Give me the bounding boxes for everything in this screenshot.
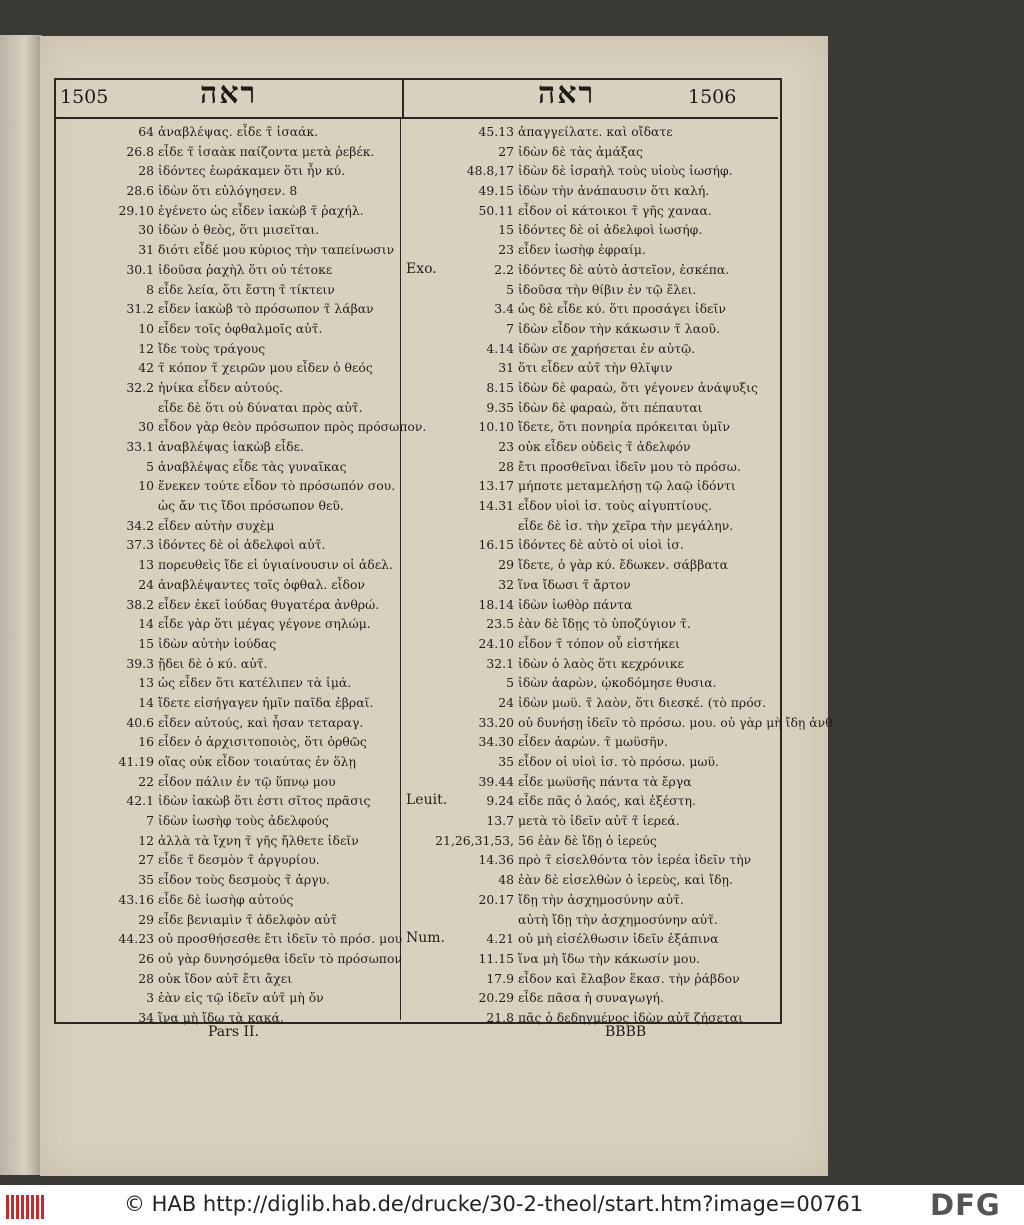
left-entry [60,457,398,477]
right-entry-ref: 5 [506,281,514,297]
left-entry-text: ἵνα μὴ ἴδω τὰ κακά. [158,1009,284,1025]
right-entry-ref: 48 [498,872,514,888]
right-entry-text: ἐὰν δὲ ἴδῃς τὸ ὑποζύγιον τ̃. [518,616,691,632]
right-entry-ref: 23 [498,242,514,258]
left-entry-ref: 12 [138,832,154,848]
right-entry [404,752,776,772]
left-entry-ref: 12 [138,340,154,356]
right-entry [404,713,837,733]
left-entry [60,988,398,1008]
right-entry [404,201,776,221]
left-entry-ref: 42 [138,360,154,376]
right-entry [404,850,776,870]
left-entry-text: οὐ γὰρ δυνησόμεθα ἰδεῖν τὸ πρόσωπον [158,950,402,966]
left-entry-ref: 30.1 [126,261,154,277]
left-entry [60,575,398,595]
right-entry-ref: 7 [506,320,514,336]
left-entry-text: ἰδὼν ἰακὼβ ὅτι ἐστι σῖτος πρᾶσις [158,793,371,809]
left-entry-ref: 42.1 [126,793,154,809]
left-entry-text: εἶδε τ̃ δεσμὸν τ̃ ἀργυρίου. [158,852,320,868]
right-entry-text: εἶδον οἱ κάτοικοι τ̃ γῆς χαναα. [518,202,712,218]
right-entry [404,516,776,536]
right-entry [404,654,776,674]
left-entry [60,516,398,536]
right-entry [404,791,776,811]
left-entry-text: ἰδοῦσα ῥαχὴλ ὅτι οὐ τέτοκε [158,261,333,277]
left-running-title: ראה [200,76,258,111]
right-entry-text: εἶδεν ἰωσὴφ ἐφραίμ. [518,242,646,258]
left-entry [60,161,398,181]
right-entry [404,929,776,949]
right-entry-ref: 33.20 [478,714,514,730]
right-entry-ref: 15 [498,222,514,238]
right-entry-ref: 23 [498,439,514,454]
right-entry [404,772,776,792]
left-entry [60,870,398,890]
left-entry-text: ἰδὼν αὐτὴν ἰούδας [158,635,277,651]
left-entry-text: ἀναβλέψας ἰακὼβ εἶδε. [158,439,304,454]
left-entry [60,496,398,516]
left-entry-text: εἶδε λεία, ὅτι ἔστη τ̃ τίκτειν [158,281,335,297]
left-entry-ref: 40.6 [126,714,154,730]
left-entry-ref: 34 [138,1009,154,1025]
left-entry [60,673,398,693]
right-entry [404,240,776,260]
left-entry [60,299,398,319]
left-entry [60,280,398,300]
right-entry-ref: 48.8,17 [466,163,514,179]
catchword: BBBB [605,1024,647,1040]
right-entry-ref: 24.10 [478,635,514,651]
right-entry-ref: 8.15 [486,379,514,395]
left-entry-text: εἶδεν αὐτούς, καὶ ἦσαν τεταραγ. [158,714,364,730]
left-entry-ref: 44.23 [118,931,154,947]
right-entry-ref: 9.24 [486,793,514,809]
left-entry-ref: 34.2 [126,517,154,533]
right-entry-ref: 11.15 [478,950,514,966]
right-entry [404,319,776,339]
left-entry [60,476,398,496]
right-entry [404,949,776,969]
right-entry-ref: 2.2 [494,261,514,277]
right-entry-text: ἰδόντες δὲ αὐτὸ οἱ υἱοὶ ἰσ. [518,537,684,553]
right-entry-ref: 21,26,31,53, [435,832,514,848]
right-entry [404,1008,776,1028]
left-entry-text: ᾔδει δὲ ὁ κύ. αὐτ̃. [158,655,268,671]
left-entry-ref: 10 [138,478,154,494]
left-entry-text: εἶδεν τοῖς ὀφθαλμοῖς αὐτ̃. [158,320,323,336]
right-entry-ref: 21.8 [486,1009,514,1025]
left-entry [60,732,398,752]
left-entry [60,417,427,437]
left-entry-text: εἶδον γὰρ θεὸν πρόσωπον πρὸς πρόσωπον. [158,419,427,435]
left-entry-text: εἶδεν αὐτὴν συχὲμ [158,517,275,533]
right-entry-ref: 9.35 [486,399,514,415]
left-entry-text: εἶδε γὰρ ὅτι μέγας γέγονε σηλώμ. [158,616,371,632]
left-entry [60,693,398,713]
right-entry-ref: 23.5 [486,616,514,632]
right-entry-text: ἰδὼν τὴν ἀνάπαυσιν ὅτι καλή. [518,183,710,199]
right-entry-book: Num. [406,930,445,947]
left-entry [60,969,398,989]
right-entry-ref: 20.29 [478,990,514,1006]
left-entry-ref: 5 [146,458,154,474]
right-entry-text: εἶδε πᾶς ὁ λαός, καὶ ἐξέστη. [518,793,696,809]
left-entry-ref: 35 [138,872,154,888]
right-entry-text: ἰδὼν δὲ ἰσραὴλ τοὺς υἱοὺς ἰωσήφ. [518,163,733,179]
right-entry-ref: 14.31 [478,498,514,514]
book-page [40,36,837,1176]
right-entry [404,614,776,634]
left-entry-ref: 31 [138,242,154,258]
left-entry-ref: 3 [146,990,154,1006]
left-entry [60,713,398,733]
left-entry [60,890,398,910]
right-entry-text: ἰδὼν σε χαρήσεται ἐν αὐτῷ. [518,340,696,356]
left-entry-ref: 26 [138,950,154,966]
left-entry-text: ἀναβλέψας εἶδε τὰς γυναῖκας [158,458,347,474]
right-entry-book: Leuit. [406,792,448,809]
left-entry-ref: 30 [138,222,154,238]
right-entry-text: ἰδὼν δὲ φαραὼ, ὅτι πέπαυται [518,399,703,415]
left-entry-text: ἐὰν εἰς τῷ ἰδεῖν αὐτ̃ μὴ ὄν [158,990,324,1006]
left-entry [60,614,398,634]
left-entry-text: πορευθεὶς ἴδε εἰ ὑγιαίνουσιν οἱ ἀδελ. [158,557,393,573]
right-entry [404,969,776,989]
right-entry [404,910,776,930]
right-entry-ref: 10.10 [478,419,514,435]
left-entry [60,378,398,398]
left-entry-text: οὐκ ἴδον αὐτ̃ ἔτι ἄχει [158,970,293,986]
left-entry [60,772,398,792]
left-entry-ref: 30 [138,419,154,435]
right-entry [404,890,776,910]
right-column [404,122,837,1028]
left-entry [60,535,398,555]
left-entry [60,949,402,969]
right-entry-text: μετὰ τὸ ἰδεῖν αὐτ̃ τ̃ ἱερεά. [518,813,680,829]
right-entry [404,634,776,654]
left-entry-text: ἕνεκεν τούτε εἶδον τὸ πρόσωπόν σου. [158,478,396,494]
left-entry-ref: 28.6 [126,183,154,199]
left-entry [60,220,398,240]
right-entry-ref: 39.44 [478,773,514,789]
right-entry-text: ἴδῃ τὴν ἀσχημοσύνην αὐτ̃. [518,891,684,907]
left-entry-ref: 29 [138,911,154,927]
right-entry-text: εἶδε πᾶσα ἡ συναγωγή. [518,990,664,1006]
left-entry-ref: 43.16 [118,891,154,907]
right-entry-text: ἀπαγγείλατε. καὶ οἴδατε [518,124,673,139]
right-entry [404,496,776,516]
right-entry-text: ἔτι προσθεῖναι ἰδεῖν μου τὸ πρόσω. [518,458,741,474]
left-entry-text: εἶδεν ἐκεῖ ἰούδας θυγατέρα ἀνθρώ. [158,596,380,612]
right-entry-text: ἰδόντες δὲ αὐτὸ ἀστεῖον, ἐσκέπα. [518,261,730,277]
right-entry [404,575,776,595]
left-entry-ref: 28 [138,970,154,986]
right-entry-text: ἴδετε, ὁ γὰρ κύ. ἔδωκεν. σάββατα [518,557,728,573]
left-entry-text: εἶδον τοὺς δεσμοὺς τ̃ ἀργυ. [158,872,330,888]
left-entry-text: οἵας οὐκ εἶδον τοιαύτας ἐν ὅλῃ [158,754,356,769]
left-entry [60,181,398,201]
right-entry [404,417,776,437]
header-rule [54,117,778,119]
right-entry-ref: 5 [506,675,514,691]
right-entry-text: ἰδόντες δὲ οἱ ἀδελφοὶ ἰωσήφ. [518,222,703,238]
left-entry [60,260,398,280]
right-entry-text: ἴδετε, ὅτι πονηρία πρόκειται ὑμῖν [518,419,730,435]
right-entry [404,378,776,398]
right-entry-text: ὅτι εἶδεν αὐτ̃ τὴν θλῖψιν [518,360,673,376]
right-entry-ref: 14.36 [478,852,514,868]
right-entry-ref: 3.4 [494,301,514,317]
right-entry [404,555,776,575]
facing-page-edge [0,35,42,1175]
left-entry-ref: 32.2 [126,379,154,395]
right-entry [404,535,776,555]
right-entry-ref: 29 [498,557,514,573]
right-entry-text: ἰδὼν ἰωθὸρ πάντα [518,596,633,612]
right-entry-ref: 32.1 [486,655,514,671]
right-page-number: 1506 [688,86,737,108]
right-entry-ref: 13.7 [486,813,514,829]
left-entry [60,319,398,339]
left-entry-ref: 26.8 [126,143,154,159]
right-entry-text: εἶδε μωϋσῆς πάντα τὰ ἔργα [518,773,692,789]
right-entry-text: εἶδον τ̃ τόπον οὗ εἱστήκει [518,635,680,651]
right-entry-text: οὐ δυνήσῃ ἰδεῖν τὸ πρόσω. μου. οὐ γὰρ μὴ ἴδῃ ἀνθ. [518,714,837,730]
signature-mark: Pars II. [208,1024,259,1040]
left-entry [60,437,398,457]
left-entry [60,752,398,772]
left-entry-text: οὐ προσθήσεσθε ἔτι ἰδεῖν τὸ πρόσ. μου [158,931,403,947]
dfg-logo: DFG [930,1188,1001,1222]
left-entry-text: ἰδὼν ἰωσὴφ τοὺς ἀδελφούς [158,813,329,829]
right-entry-ref: 4.14 [486,340,514,356]
left-entry-ref: 22 [138,773,154,789]
right-entry-text: ἰδὼν δὲ φαραὼ, ὅτι γέγονεν ἀνάψυξις [518,379,758,395]
left-entry [60,850,398,870]
right-entry [404,220,776,240]
left-entry-text: ἰδόντες δὲ οἱ ἀδελφοὶ αὐτ̃. [158,537,326,553]
credit-link[interactable]: © HAB http://diglib.hab.de/drucke/30-2-theol/start.htm?image=00761 [124,1192,864,1216]
right-entry-ref: 35 [498,754,514,769]
left-entry-text: ὡς εἶδεν ὅτι κατέλιπεν τὰ ἱμά. [158,675,352,691]
right-entry [404,732,776,752]
left-entry-text: ὡς ἄν τις ἴδοι πρόσωπον θεῦ. [158,498,344,514]
right-entry-text: ἰδὼν ἀαρὼν, ᾠκοδόμησε θυσια. [518,675,717,691]
right-entry-text: ἰδὼν δὲ τὰς ἀμάξας [518,143,643,159]
left-entry-text: ἀναβλέψαντες τοῖς ὀφθαλ. εἶδον [158,576,365,592]
column-divider [400,119,401,1020]
right-entry [404,181,776,201]
right-entry-text: αὐτὴ ἴδῃ τὴν ἀσχημοσύνην αὐτ̃. [518,911,718,927]
right-entry-text: ἐὰν δὲ εἰσελθὼν ὁ ἱερεὺς, καὶ ἴδῃ. [518,872,733,888]
left-entry-text: εἶδε τ̃ ἰσαὰκ παίζοντα μετὰ ῥεβέκ. [158,143,375,159]
left-page-number: 1505 [60,86,109,108]
right-entry [404,595,776,615]
right-entry-ref: 34.30 [478,734,514,750]
left-entry [60,358,398,378]
left-entry-text: ἐγένετο ὡς εἶδεν ἰακὼβ τ̃ ῥαχήλ. [158,202,364,218]
right-entry [404,988,776,1008]
left-entry-ref: 31.2 [126,301,154,317]
right-entry [404,476,776,496]
left-entry [60,142,398,162]
left-entry-ref: 41.19 [118,754,154,769]
right-entry [404,811,776,831]
right-entry-text: μήποτε μεταμελήσῃ τῷ λαῷ ἰδόντι [518,478,736,494]
right-entry [404,870,776,890]
right-entry-ref: 24 [498,694,514,710]
right-entry [404,299,776,319]
left-entry [60,831,398,851]
left-entry [60,398,398,418]
right-entry [404,673,776,693]
left-entry-text: εἶδε βενιαμὶν τ̃ ἀδελφὸν αὐτ̃ [158,911,338,927]
left-entry [60,339,398,359]
left-entry-ref: 16 [138,734,154,750]
right-entry [404,398,776,418]
right-entry-ref: 27 [498,143,514,159]
left-entry-text: ἰδὼν ὅτι εὐλόγησεν. 8 [158,183,298,199]
left-entry [60,595,398,615]
right-running-title: ראה [538,76,596,111]
right-entry-text: ἵνα μὴ ἴδω τὴν κάκωσίν μου. [518,950,700,966]
left-entry-text: εἶδε δὲ ὅτι οὐ δύναται πρὸς αὐτ̃. [158,399,363,415]
left-entry-ref: 39.3 [126,655,154,671]
left-entry-ref: 37.3 [126,537,154,553]
left-entry-ref: 64 [138,124,154,139]
right-entry [404,161,776,181]
left-entry-text: εἶδεν ὁ ἀρχισιτοποιὸς, ὅτι ὀρθῶς [158,734,367,750]
left-entry [60,791,398,811]
left-entry-text: ἀλλὰ τὰ ἴχνη τ̃ γῆς ἤλθετε ἰδεῖν [158,832,359,848]
library-logo [6,1195,46,1219]
left-entry-text: εἶδον πάλιν ἐν τῷ ὕπνῳ μου [158,773,336,789]
left-entry-text: ἴδε τοὺς τράγους [158,340,266,356]
left-entry-ref: 8 [146,281,154,297]
left-entry-text: εἶδεν ἰακὼβ τὸ πρόσωπον τ̃ λάβαν [158,301,374,317]
right-entry-text: εἶδε δὲ ἰσ. τὴν χεῖρα τὴν μεγάλην. [518,517,734,533]
left-entry [60,240,398,260]
left-entry [60,929,403,949]
right-entry-text: οὐ μὴ εἰσέλθωσιν ἰδεῖν ἐξάπινα [518,931,719,947]
right-entry-ref: 18.14 [478,596,514,612]
right-entry-ref: 49.15 [478,183,514,199]
right-entry [404,693,776,713]
right-entry-ref: 20.17 [478,891,514,907]
right-entry-book: Exo. [406,260,437,277]
right-entry [404,831,776,851]
left-entry [60,201,398,221]
right-entry-ref: 31 [498,360,514,376]
left-entry-text: ἰδόντες ἑωράκαμεν ὅτι ἦν κύ. [158,163,346,179]
right-entry-text: εἶδον υἱοὶ ἰσ. τοὺς αἰγυπτίους. [518,498,713,514]
right-entry-ref: 32 [498,576,514,592]
left-entry [60,634,398,654]
right-entry-text: εἶδον οἱ υἱοὶ ἰσ. τὸ πρόσω. μωϋ. [518,754,719,769]
right-entry-ref: 4.21 [486,931,514,947]
right-entry-text: οὐκ εἶδεν οὐδεὶς τ̃ ἀδελφόν [518,439,691,454]
left-entry-text: ἰδὼν ὁ θεὸς, ὅτι μισεῖται. [158,222,320,238]
left-entry-text: ἡνίκα εἶδεν αὐτούς. [158,379,284,395]
right-entry [404,457,776,477]
left-entry-ref: 14 [138,616,154,632]
right-entry-ref: 28 [498,458,514,474]
right-entry-text: 56 ἐὰν δὲ ἴδῃ ὁ ἱερεύς [518,832,657,848]
right-entry-ref: 45.13 [478,124,514,139]
right-entry [404,339,776,359]
left-entry-ref: 38.2 [126,596,154,612]
left-entry-ref: 7 [146,813,154,829]
left-entry-ref: 15 [138,635,154,651]
right-entry-ref: 16.15 [478,537,514,553]
left-entry-ref: 13 [138,675,154,691]
left-entry-ref: 24 [138,576,154,592]
right-entry-text: ὡς δὲ εἶδε κύ. ὅτι προσάγει ἰδεῖν [518,301,726,317]
left-entry-ref: 10 [138,320,154,336]
left-entry [60,811,398,831]
right-entry-text: ἵνα ἴδωσι τ̃ ἄρτον [518,576,631,592]
left-entry [60,555,398,575]
right-entry-text: ἰδὼν μωϋ. τ̃ λαὸν, ὅτι διεσκέ. (τὸ πρόσ. [518,694,767,710]
left-entry-text: τ̃ κόπον τ̃ χειρῶν μου εἶδεν ὁ θεός [158,360,373,376]
right-entry-ref: 50.11 [478,202,514,218]
right-entry [404,142,776,162]
right-entry-text: πρὸ τ̃ εἰσελθόντα τὸν ἱερέα ἰδεῖν τὴν [518,852,752,868]
left-entry [60,910,398,930]
left-entry-ref: 29.10 [118,202,154,218]
left-entry-ref: 28 [138,163,154,179]
header-divider [402,80,404,117]
right-entry-text: ἰδοῦσα τὴν θίβιν ἐν τῷ ἕλει. [518,281,697,297]
left-entry-text: διότι εἶδέ μου κύριος τὴν ταπείνωσιν [158,242,395,258]
right-entry [404,280,776,300]
right-entry [404,122,776,142]
left-entry [60,654,398,674]
right-entry-text: πᾶς ὁ δεδηγμένος ἰδὼν αὐτ̃ ζήσεται [518,1009,743,1025]
left-entry-ref: 14 [138,694,154,710]
right-entry-text: ἰδὼν εἶδον τὴν κάκωσιν τ̃ λαοῦ. [518,320,721,336]
left-entry-ref: 33.1 [126,439,154,454]
left-entry-ref: 27 [138,852,154,868]
right-entry [404,437,776,457]
left-entry-text: ἀναβλέψας. εἶδε τ̃ ἰσαάκ. [158,124,319,139]
right-entry-ref: 17.9 [486,970,514,986]
left-entry-ref: 13 [138,557,154,573]
left-entry-text: ἴδετε εἰσήγαγεν ἡμῖν παῖδα ἑβραῖ. [158,694,374,710]
right-entry-ref: 13.17 [478,478,514,494]
right-entry [404,358,776,378]
left-entry-text: εἶδε δὲ ἰωσὴφ αὐτούς [158,891,294,907]
right-entry-text: ἰδὼν ὁ λαὸς ὅτι κεχρόνικε [518,655,684,671]
right-entry [404,260,776,280]
right-entry-text: εἶδεν ἀαρὼν. τ̃ μωϋσῆν. [518,734,668,750]
left-entry [60,122,398,142]
right-entry-text: εἶδον καὶ ἔλαβον ἕκασ. τὴν ῥάβδον [518,970,740,986]
